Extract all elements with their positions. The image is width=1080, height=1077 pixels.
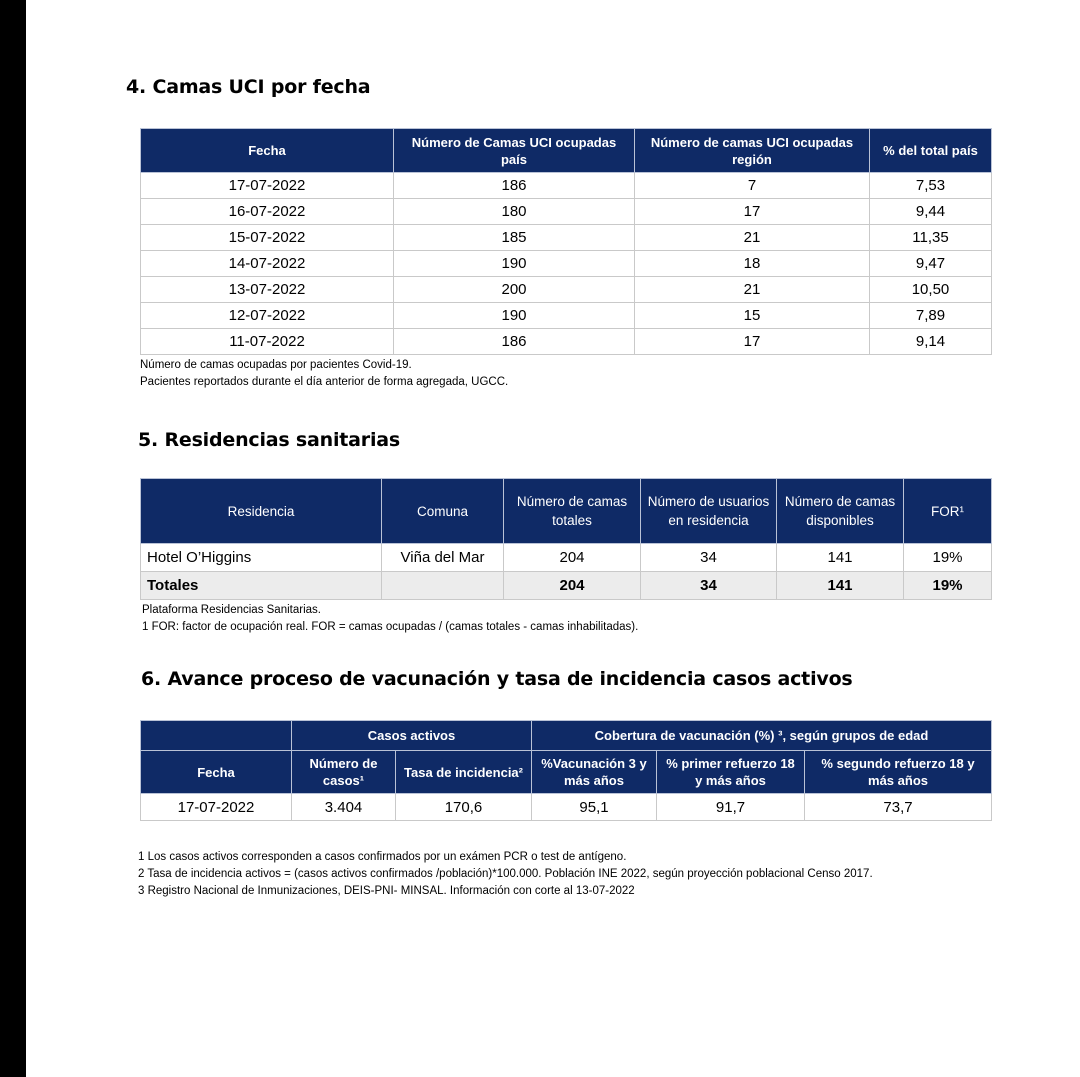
header-fecha: Fecha bbox=[141, 129, 394, 173]
cell-camas-totales: 204 bbox=[504, 544, 641, 572]
section-5-title: 5. Residencias sanitarias bbox=[138, 429, 401, 451]
table-row bbox=[141, 277, 992, 303]
cell-camas-region: 7 bbox=[635, 173, 870, 199]
cell-porcentaje: 7,89 bbox=[870, 303, 992, 329]
header-porcentaje: % del total país bbox=[870, 129, 992, 173]
header-numero-casos: Número de casos¹ bbox=[292, 751, 396, 794]
cell-camas-region: 17 bbox=[635, 199, 870, 225]
cell-fecha: 13-07-2022 bbox=[141, 277, 394, 303]
cell-numero-casos: 3.404 bbox=[292, 794, 396, 821]
cell-camas-pais: 180 bbox=[394, 199, 635, 225]
cell-residencia: Hotel O’Higgins bbox=[141, 544, 382, 572]
table-header-row bbox=[141, 479, 992, 544]
header-fecha: Fecha bbox=[141, 751, 292, 794]
table-header-row bbox=[141, 129, 992, 173]
left-black-bar bbox=[0, 0, 26, 1077]
cell-camas-region: 21 bbox=[635, 225, 870, 251]
cell-camas-region: 15 bbox=[635, 303, 870, 329]
cell-camas-region: 17 bbox=[635, 329, 870, 355]
header-vacunacion: %Vacunación 3 y más años bbox=[532, 751, 657, 794]
group-header-empty bbox=[141, 721, 292, 751]
icu-beds-table bbox=[140, 128, 992, 355]
header-camas-disponibles: Número de camas disponibles bbox=[777, 479, 904, 544]
vaccination-table bbox=[140, 720, 992, 821]
note-line: 2 Tasa de incidencia activos = (casos activos confirmados /población)*100.000. Población INE 2022, según proyección poblacional Censo 2017. bbox=[138, 868, 873, 880]
header-camas-totales: Número de camas totales bbox=[504, 479, 641, 544]
table-row bbox=[141, 251, 992, 277]
section-5-heading bbox=[138, 429, 400, 451]
cell-usuarios: 34 bbox=[641, 544, 777, 572]
note-line: 1 FOR: factor de ocupación real. FOR = camas ocupadas / (camas totales - camas inhabilitadas). bbox=[142, 621, 639, 633]
header-usuarios: Número de usuarios en residencia bbox=[641, 479, 777, 544]
table-row bbox=[141, 544, 992, 572]
cell-totales-label: Totales bbox=[141, 572, 382, 600]
header-comuna: Comuna bbox=[382, 479, 504, 544]
cell-totales-disponibles: 141 bbox=[777, 572, 904, 600]
section-6-heading bbox=[141, 668, 853, 690]
cell-camas-pais: 190 bbox=[394, 303, 635, 329]
cell-segundo-refuerzo: 73,7 bbox=[805, 794, 992, 821]
cell-fecha: 17-07-2022 bbox=[141, 173, 394, 199]
cell-for: 19% bbox=[904, 544, 992, 572]
cell-totales-for: 19% bbox=[904, 572, 992, 600]
cell-comuna: Viña del Mar bbox=[382, 544, 504, 572]
cell-porcentaje: 11,35 bbox=[870, 225, 992, 251]
cell-totales-comuna bbox=[382, 572, 504, 600]
note-line: Número de camas ocupadas por pacientes Covid-19. bbox=[140, 359, 412, 371]
section-6-title: 6. Avance proceso de vacunación y tasa de incidencia casos activos bbox=[141, 668, 853, 690]
table-row bbox=[141, 225, 992, 251]
section-4-title: 4. Camas UCI por fecha bbox=[126, 76, 371, 98]
section-4-heading bbox=[126, 76, 370, 98]
cell-totales-camas: 204 bbox=[504, 572, 641, 600]
cell-primer-refuerzo: 91,7 bbox=[657, 794, 805, 821]
table-row bbox=[141, 199, 992, 225]
cell-tasa-incidencia: 170,6 bbox=[396, 794, 532, 821]
cell-camas-pais: 200 bbox=[394, 277, 635, 303]
residences-table bbox=[140, 478, 992, 600]
group-header-casos-activos: Casos activos bbox=[292, 721, 532, 751]
note-line: 1 Los casos activos corresponden a casos confirmados por un exámen PCR o test de antígeno. bbox=[138, 851, 627, 863]
cell-fecha: 16-07-2022 bbox=[141, 199, 394, 225]
cell-camas-region: 21 bbox=[635, 277, 870, 303]
cell-camas-pais: 190 bbox=[394, 251, 635, 277]
cell-camas-pais: 186 bbox=[394, 173, 635, 199]
header-for: FOR¹ bbox=[904, 479, 992, 544]
cell-fecha: 15-07-2022 bbox=[141, 225, 394, 251]
note-line: Pacientes reportados durante el día anterior de forma agregada, UGCC. bbox=[140, 376, 509, 388]
section-6-notes bbox=[138, 849, 873, 900]
table-row bbox=[141, 794, 992, 821]
group-header-row bbox=[141, 721, 992, 751]
cell-camas-pais: 186 bbox=[394, 329, 635, 355]
totals-row bbox=[141, 572, 992, 600]
cell-porcentaje: 10,50 bbox=[870, 277, 992, 303]
table-row bbox=[141, 173, 992, 199]
note-line: 3 Registro Nacional de Inmunizaciones, DEIS-PNI- MINSAL. Información con corte al 13-07-2022 bbox=[138, 885, 635, 897]
header-primer-refuerzo: % primer refuerzo 18 y más años bbox=[657, 751, 805, 794]
cell-camas-disponibles: 141 bbox=[777, 544, 904, 572]
section-4-notes bbox=[140, 357, 508, 391]
cell-camas-region: 18 bbox=[635, 251, 870, 277]
cell-porcentaje: 9,47 bbox=[870, 251, 992, 277]
cell-camas-pais: 185 bbox=[394, 225, 635, 251]
cell-fecha: 14-07-2022 bbox=[141, 251, 394, 277]
header-segundo-refuerzo: % segundo refuerzo 18 y más años bbox=[805, 751, 992, 794]
cell-porcentaje: 7,53 bbox=[870, 173, 992, 199]
cell-fecha: 11-07-2022 bbox=[141, 329, 394, 355]
table-row bbox=[141, 329, 992, 355]
table-header-row bbox=[141, 751, 992, 794]
section-5-notes bbox=[142, 602, 638, 636]
header-camas-region: Número de camas UCI ocupadas región bbox=[635, 129, 870, 173]
cell-fecha: 17-07-2022 bbox=[141, 794, 292, 821]
table-row bbox=[141, 303, 992, 329]
header-camas-pais: Número de Camas UCI ocupadas país bbox=[394, 129, 635, 173]
note-line: Plataforma Residencias Sanitarias. bbox=[142, 604, 321, 616]
cell-vacunacion: 95,1 bbox=[532, 794, 657, 821]
cell-porcentaje: 9,44 bbox=[870, 199, 992, 225]
cell-fecha: 12-07-2022 bbox=[141, 303, 394, 329]
header-tasa-incidencia: Tasa de incidencia² bbox=[396, 751, 532, 794]
group-header-cobertura: Cobertura de vacunación (%) ³, según grupos de edad bbox=[532, 721, 992, 751]
cell-porcentaje: 9,14 bbox=[870, 329, 992, 355]
cell-totales-usuarios: 34 bbox=[641, 572, 777, 600]
header-residencia: Residencia bbox=[141, 479, 382, 544]
